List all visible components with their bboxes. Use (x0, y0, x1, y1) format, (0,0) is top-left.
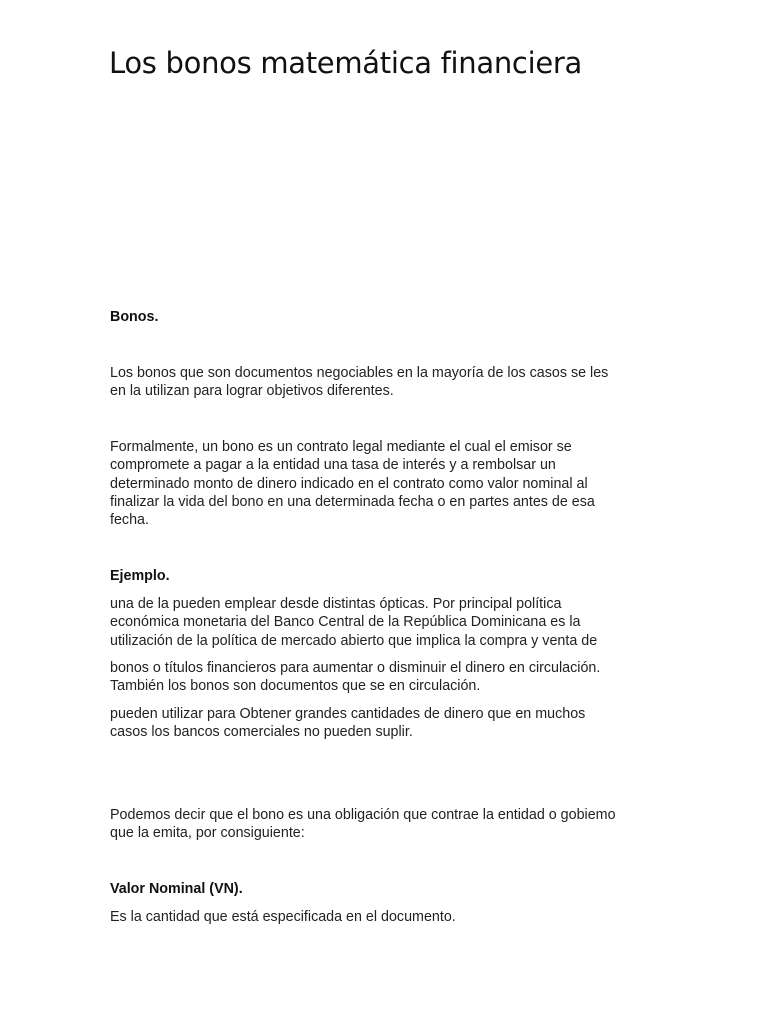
text-line: Formalmente, un bono es un contrato legal mediante el cual el emisor se (110, 439, 572, 455)
bonos-paragraph-2 (110, 438, 670, 529)
text-line: una de la pueden emplear desde distintas ópticas. Por principal política (110, 596, 562, 612)
bonos-heading: Bonos. (110, 309, 159, 325)
text-line: Los bonos que son documentos negociables en la mayoría de los casos se les (110, 365, 609, 381)
text-line: También los bonos son documentos que se en circulación. (110, 678, 481, 695)
text-line: casos los bancos comerciales no pueden suplir. (110, 724, 413, 741)
ejemplo-paragraph-2 (110, 659, 670, 696)
text-line: que la emita, por consiguiente: (110, 825, 305, 842)
text-line: económica monetaria del Banco Central de la República Dominicana es la (110, 614, 581, 631)
ejemplo-heading: Ejemplo. (110, 568, 170, 584)
text-line: fecha. (110, 512, 149, 529)
ejemplo-paragraph-1 (110, 595, 670, 650)
text-line: pueden utilizar para Obtener grandes cantidades de dinero que en muchos (110, 706, 586, 722)
document-title: Los bonos matemática financiera (109, 46, 582, 80)
text-line: utilización de la política de mercado abierto que implica la compra y venta de (110, 632, 598, 649)
text-line: en la utilizan para lograr objetivos diferentes. (110, 383, 394, 400)
text-line: bonos o títulos financieros para aumentar o disminuir el dinero en circulación. (110, 660, 601, 676)
valor-nominal-heading: Valor Nominal (VN). (110, 881, 243, 897)
text-line: compromete a pagar a la entidad una tasa de interés y a rembolsar un (110, 457, 556, 474)
obligacion-paragraph (110, 806, 670, 843)
text-line: Podemos decir que el bono es una obligación que contrae la entidad o gobiemo (110, 807, 616, 823)
bonos-paragraph-1 (110, 364, 670, 401)
text-line: finalizar la vida del bono en una determinada fecha o en partes antes de esa (110, 493, 595, 510)
text-line: determinado monto de dinero indicado en el contrato como valor nominal al (110, 475, 588, 492)
valor-nominal-paragraph (110, 908, 670, 926)
ejemplo-paragraph-3 (110, 705, 670, 742)
text-line: Es la cantidad que está especificada en el documento. (110, 909, 456, 925)
